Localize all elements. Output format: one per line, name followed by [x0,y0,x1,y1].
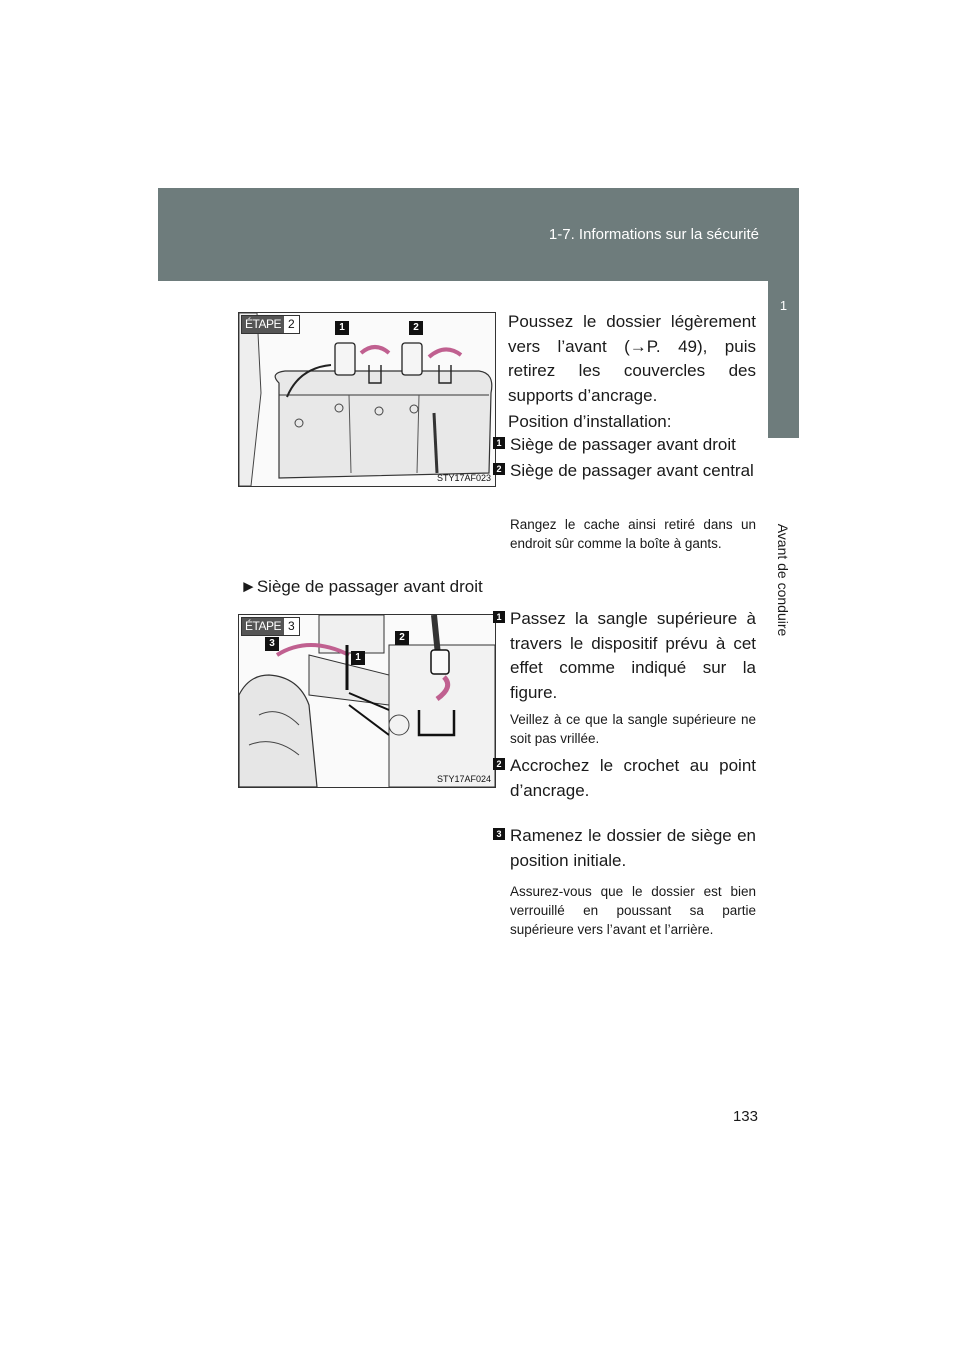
section-title: 1-7. Informations sur la sécurité [548,226,759,243]
step3-item-2: 2 Accrochez le crochet au point d’ancrage. [493,754,756,803]
callout-1: 1 [335,321,349,335]
subheading: ►Siège de passager avant droit [240,577,483,596]
figure-code: STY17AF023 [436,473,491,483]
step2-badge: ÉTAPE 2 [241,315,300,334]
callout-1: 1 [351,651,365,665]
step2-illustration [238,312,496,487]
step2-note: Rangez le cache ainsi retiré dans un endroit sûr comme la boîte à gants. [510,517,756,551]
step3-note-1: Veillez à ce que la sangle supérieure ne soit pas vrillée. [510,712,756,746]
callout-3: 3 [265,637,279,651]
step2-instruction: Poussez le dossier légèrement vers l’avant (→P. 49), puis retirez les couvercles des supports d’ancrage. [508,312,756,405]
step3-badge: ÉTAPE 3 [241,617,300,636]
seat-anchor-drawing [239,313,495,486]
position-label: Position d’installation: [508,412,672,431]
chapter-label: Avant de conduire [775,523,791,637]
step3-item-3: 3 Ramenez le dossier de siège en position initiale. [493,824,756,873]
figure-code: STY17AF024 [436,774,491,784]
step3-note-3: Assurez-vous que le dossier est bien verrouillé en poussant sa partie supérieure vers l’avant et l’arrière. [510,884,756,937]
callout-2: 2 [395,631,409,645]
chapter-tab [768,281,799,438]
position-item-2: 2 Siège de passager avant central [493,459,756,484]
step3-item-1: 1 Passez la sangle supérieure à travers le dispositif prévu à cet effet comme indiqué sur la figure. [493,607,756,705]
step3-illustration [238,614,496,788]
position-item-1: 1 Siège de passager avant droit [493,433,756,458]
section-header [158,188,799,281]
callout-2: 2 [409,321,423,335]
page-number: 133 [732,1108,758,1125]
chapter-number: 1 [779,298,788,313]
